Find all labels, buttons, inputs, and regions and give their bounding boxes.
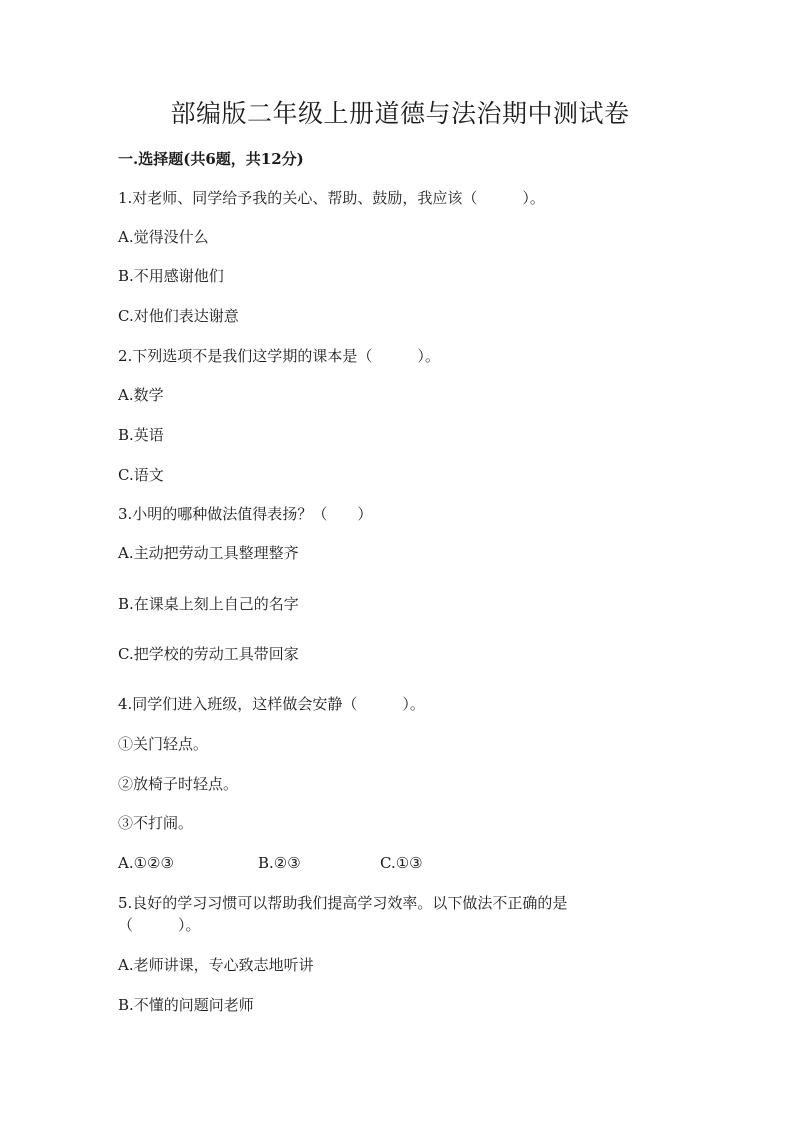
question-3-option-c: C.把学校的劳动工具带回家 — [118, 645, 299, 663]
section-heading: 一.选择题(共6题，共12分) — [118, 150, 304, 168]
question-2-stem: 2.下列选项不是我们这学期的课本是（ ）。 — [118, 347, 440, 365]
page-title: 部编版二年级上册道德与法治期中测试卷 — [170, 99, 630, 128]
question-1-option-a: A.觉得没什么 — [118, 228, 209, 246]
question-2-option-b: B.英语 — [118, 426, 164, 444]
question-4-item-1: ①关门轻点。 — [118, 735, 209, 753]
question-4-item-3: ③不打闹。 — [118, 814, 194, 832]
question-4-item-2: ②放椅子时轻点。 — [118, 775, 239, 793]
question-4-option-a: A.①②③ — [118, 854, 174, 872]
question-3-option-b: B.在课桌上刻上自己的名字 — [118, 595, 299, 613]
question-3-option-a: A.主动把劳动工具整理整齐 — [118, 544, 299, 562]
question-1-option-c: C.对他们表达谢意 — [118, 307, 239, 325]
question-1-stem: 1.对老师、同学给予我的关心、帮助、鼓励，我应该（ ）。 — [118, 189, 545, 207]
question-5-stem-line-1: 5.良好的学习习惯可以帮助我们提高学习效率。以下做法不正确的是 — [118, 894, 568, 912]
question-5-option-a: A.老师讲课，专心致志地听讲 — [118, 956, 314, 974]
question-3-stem: 3.小明的哪种做法值得表扬？（ ） — [118, 505, 373, 523]
question-2-option-a: A.数学 — [118, 386, 164, 404]
question-4-options — [118, 852, 423, 874]
question-4-option-c: C.①③ — [380, 854, 423, 872]
question-5-stem-line-2: （ ）。 — [118, 916, 201, 934]
question-5-option-b: B.不懂的问题问老师 — [118, 996, 254, 1014]
question-4-stem: 4.同学们进入班级，这样做会安静（ ）。 — [118, 695, 425, 713]
question-1-option-b: B.不用感谢他们 — [118, 267, 224, 285]
question-2-option-c: C.语文 — [118, 466, 164, 484]
question-4-option-b: B.②③ — [258, 854, 301, 872]
